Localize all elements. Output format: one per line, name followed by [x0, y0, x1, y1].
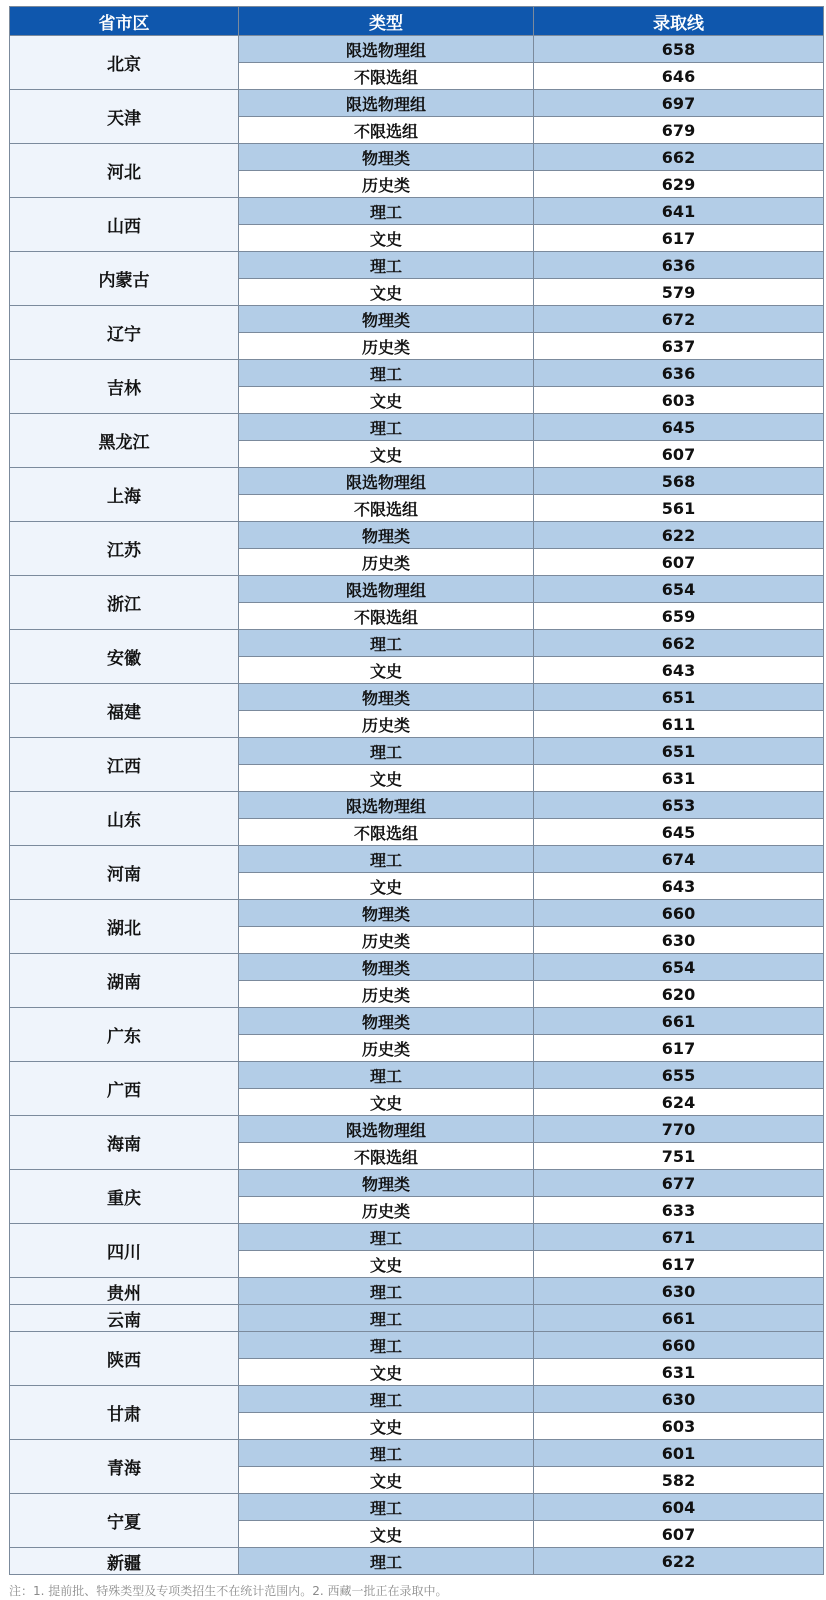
score-cell: 622 — [534, 522, 824, 549]
score-cell: 603 — [534, 1413, 824, 1440]
province-cell: 内蒙古 — [10, 252, 239, 306]
table-row — [10, 144, 824, 171]
province-cell: 湖北 — [10, 900, 239, 954]
score-cell: 641 — [534, 198, 824, 225]
type-cell: 历史类 — [239, 711, 534, 738]
type-cell: 历史类 — [239, 549, 534, 576]
score-cell: 655 — [534, 1062, 824, 1089]
province-cell: 黑龙江 — [10, 414, 239, 468]
type-cell: 限选物理组 — [239, 36, 534, 63]
province-cell: 江苏 — [10, 522, 239, 576]
score-cell: 607 — [534, 1521, 824, 1548]
province-cell: 吉林 — [10, 360, 239, 414]
table-row — [10, 468, 824, 495]
type-cell: 文史 — [239, 657, 534, 684]
type-cell: 物理类 — [239, 306, 534, 333]
table-body — [10, 36, 824, 1575]
score-cell: 679 — [534, 117, 824, 144]
type-cell: 物理类 — [239, 1008, 534, 1035]
type-cell: 理工 — [239, 198, 534, 225]
score-cell: 633 — [534, 1197, 824, 1224]
type-cell: 理工 — [239, 1224, 534, 1251]
score-cell: 631 — [534, 765, 824, 792]
type-cell: 理工 — [239, 846, 534, 873]
score-cell: 677 — [534, 1170, 824, 1197]
type-cell: 物理类 — [239, 1170, 534, 1197]
score-cell: 674 — [534, 846, 824, 873]
province-cell: 青海 — [10, 1440, 239, 1494]
score-cell: 561 — [534, 495, 824, 522]
type-cell: 文史 — [239, 1089, 534, 1116]
type-cell: 不限选组 — [239, 1143, 534, 1170]
table-row — [10, 684, 824, 711]
province-cell: 四川 — [10, 1224, 239, 1278]
province-cell: 浙江 — [10, 576, 239, 630]
score-cell: 630 — [534, 1386, 824, 1413]
type-cell: 理工 — [239, 630, 534, 657]
score-cell: 697 — [534, 90, 824, 117]
type-cell: 理工 — [239, 738, 534, 765]
table-row — [10, 1548, 824, 1575]
table-row — [10, 360, 824, 387]
score-cell: 662 — [534, 144, 824, 171]
table-header — [10, 7, 824, 36]
score-cell: 620 — [534, 981, 824, 1008]
score-cell: 661 — [534, 1008, 824, 1035]
type-cell: 理工 — [239, 1332, 534, 1359]
table-row — [10, 252, 824, 279]
province-cell: 山东 — [10, 792, 239, 846]
score-cell: 659 — [534, 603, 824, 630]
score-cell: 582 — [534, 1467, 824, 1494]
header-type: 类型 — [239, 7, 534, 36]
province-cell: 北京 — [10, 36, 239, 90]
type-cell: 物理类 — [239, 900, 534, 927]
table-row — [10, 1332, 824, 1359]
province-cell: 辽宁 — [10, 306, 239, 360]
header-score: 录取线 — [534, 7, 824, 36]
score-cell: 636 — [534, 360, 824, 387]
type-cell: 不限选组 — [239, 603, 534, 630]
table-row — [10, 792, 824, 819]
province-cell: 重庆 — [10, 1170, 239, 1224]
score-table-container — [9, 6, 823, 1575]
score-cell: 658 — [534, 36, 824, 63]
province-cell: 广西 — [10, 1062, 239, 1116]
table-row — [10, 846, 824, 873]
type-cell: 物理类 — [239, 144, 534, 171]
type-cell: 文史 — [239, 279, 534, 306]
score-cell: 672 — [534, 306, 824, 333]
score-cell: 607 — [534, 549, 824, 576]
score-cell: 653 — [534, 792, 824, 819]
type-cell: 历史类 — [239, 171, 534, 198]
table-row — [10, 576, 824, 603]
type-cell: 文史 — [239, 1521, 534, 1548]
score-cell: 568 — [534, 468, 824, 495]
type-cell: 理工 — [239, 360, 534, 387]
table-row — [10, 900, 824, 927]
province-cell: 安徽 — [10, 630, 239, 684]
score-cell: 637 — [534, 333, 824, 360]
type-cell: 文史 — [239, 1413, 534, 1440]
score-cell: 601 — [534, 1440, 824, 1467]
table-row — [10, 36, 824, 63]
type-cell: 不限选组 — [239, 117, 534, 144]
score-cell: 603 — [534, 387, 824, 414]
score-cell: 646 — [534, 63, 824, 90]
score-cell: 622 — [534, 1548, 824, 1575]
table-row — [10, 1062, 824, 1089]
table-row — [10, 1278, 824, 1305]
table-row — [10, 954, 824, 981]
province-cell: 陕西 — [10, 1332, 239, 1386]
table-row — [10, 630, 824, 657]
province-cell: 湖南 — [10, 954, 239, 1008]
table-row — [10, 1305, 824, 1332]
type-cell: 限选物理组 — [239, 468, 534, 495]
score-cell: 660 — [534, 1332, 824, 1359]
score-cell: 636 — [534, 252, 824, 279]
score-cell: 671 — [534, 1224, 824, 1251]
table-row — [10, 1170, 824, 1197]
score-cell: 611 — [534, 711, 824, 738]
score-cell: 617 — [534, 1035, 824, 1062]
score-cell: 662 — [534, 630, 824, 657]
score-cell: 751 — [534, 1143, 824, 1170]
score-cell: 630 — [534, 927, 824, 954]
table-row — [10, 522, 824, 549]
score-cell: 651 — [534, 684, 824, 711]
type-cell: 理工 — [239, 1494, 534, 1521]
type-cell: 理工 — [239, 1386, 534, 1413]
score-cell: 651 — [534, 738, 824, 765]
province-cell: 甘肃 — [10, 1386, 239, 1440]
type-cell: 物理类 — [239, 954, 534, 981]
type-cell: 历史类 — [239, 333, 534, 360]
province-cell: 广东 — [10, 1008, 239, 1062]
score-cell: 631 — [534, 1359, 824, 1386]
type-cell: 文史 — [239, 873, 534, 900]
score-cell: 654 — [534, 954, 824, 981]
type-cell: 历史类 — [239, 981, 534, 1008]
type-cell: 文史 — [239, 441, 534, 468]
score-cell: 643 — [534, 657, 824, 684]
header-row — [10, 7, 824, 36]
province-cell: 河南 — [10, 846, 239, 900]
province-cell: 海南 — [10, 1116, 239, 1170]
score-cell: 617 — [534, 1251, 824, 1278]
province-cell: 贵州 — [10, 1278, 239, 1305]
score-cell: 624 — [534, 1089, 824, 1116]
type-cell: 历史类 — [239, 1197, 534, 1224]
score-cell: 770 — [534, 1116, 824, 1143]
type-cell: 限选物理组 — [239, 90, 534, 117]
type-cell: 文史 — [239, 1467, 534, 1494]
score-cell: 607 — [534, 441, 824, 468]
type-cell: 理工 — [239, 414, 534, 441]
type-cell: 物理类 — [239, 522, 534, 549]
score-cell: 645 — [534, 819, 824, 846]
table-row — [10, 198, 824, 225]
type-cell: 文史 — [239, 1251, 534, 1278]
table-row — [10, 1008, 824, 1035]
score-cell: 579 — [534, 279, 824, 306]
score-cell: 604 — [534, 1494, 824, 1521]
table-row — [10, 1494, 824, 1521]
type-cell: 理工 — [239, 1062, 534, 1089]
type-cell: 文史 — [239, 765, 534, 792]
score-cell: 645 — [534, 414, 824, 441]
table-row — [10, 1116, 824, 1143]
table-row — [10, 1440, 824, 1467]
province-cell: 江西 — [10, 738, 239, 792]
type-cell: 文史 — [239, 225, 534, 252]
type-cell: 限选物理组 — [239, 792, 534, 819]
type-cell: 不限选组 — [239, 819, 534, 846]
table-row — [10, 738, 824, 765]
province-cell: 宁夏 — [10, 1494, 239, 1548]
type-cell: 文史 — [239, 387, 534, 414]
province-cell: 天津 — [10, 90, 239, 144]
type-cell: 不限选组 — [239, 63, 534, 90]
type-cell: 限选物理组 — [239, 576, 534, 603]
type-cell: 不限选组 — [239, 495, 534, 522]
footnote: 注：1. 提前批、特殊类型及专项类招生不在统计范围内。2. 西藏一批正在录取中。 — [9, 1584, 448, 1598]
province-cell: 上海 — [10, 468, 239, 522]
table-row — [10, 306, 824, 333]
province-cell: 山西 — [10, 198, 239, 252]
type-cell: 理工 — [239, 1278, 534, 1305]
score-cell: 630 — [534, 1278, 824, 1305]
table-row — [10, 1386, 824, 1413]
type-cell: 理工 — [239, 1548, 534, 1575]
type-cell: 限选物理组 — [239, 1116, 534, 1143]
table-row — [10, 414, 824, 441]
score-cell: 643 — [534, 873, 824, 900]
type-cell: 理工 — [239, 1440, 534, 1467]
type-cell: 历史类 — [239, 1035, 534, 1062]
type-cell: 历史类 — [239, 927, 534, 954]
table-row — [10, 1224, 824, 1251]
header-province: 省市区 — [10, 7, 239, 36]
type-cell: 理工 — [239, 252, 534, 279]
type-cell: 文史 — [239, 1359, 534, 1386]
type-cell: 物理类 — [239, 684, 534, 711]
province-cell: 新疆 — [10, 1548, 239, 1575]
admission-score-table — [9, 6, 824, 1575]
province-cell: 河北 — [10, 144, 239, 198]
score-cell: 629 — [534, 171, 824, 198]
type-cell: 理工 — [239, 1305, 534, 1332]
table-row — [10, 90, 824, 117]
province-cell: 云南 — [10, 1305, 239, 1332]
score-cell: 654 — [534, 576, 824, 603]
score-cell: 660 — [534, 900, 824, 927]
score-cell: 661 — [534, 1305, 824, 1332]
province-cell: 福建 — [10, 684, 239, 738]
score-cell: 617 — [534, 225, 824, 252]
